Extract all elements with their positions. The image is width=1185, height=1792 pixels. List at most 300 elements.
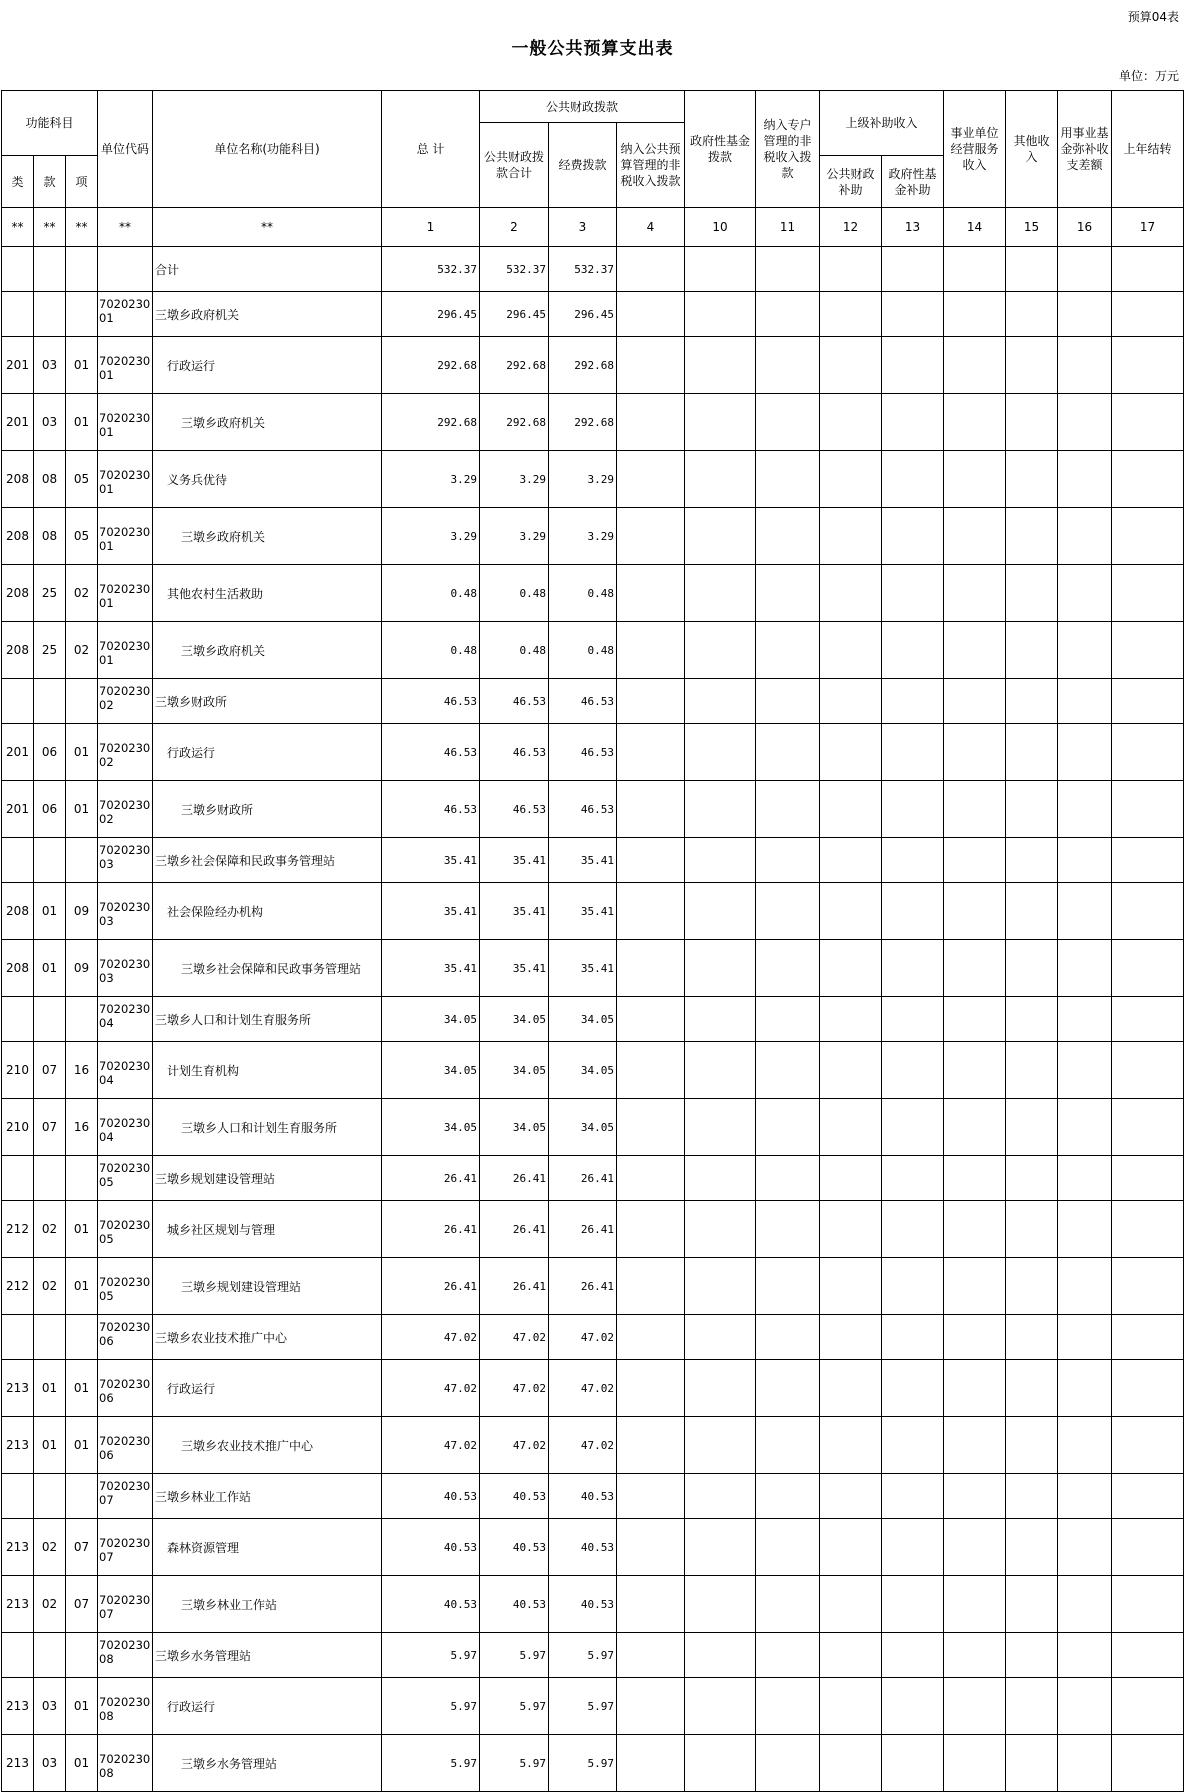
unit-code-cell xyxy=(98,1156,153,1201)
unit-name-cell: 行政运行 xyxy=(153,1678,382,1735)
carryover-cell xyxy=(1112,247,1184,292)
public-subsidy-cell xyxy=(820,781,882,838)
carryover-cell xyxy=(1112,1519,1184,1576)
xiang-cell: 02 xyxy=(66,622,98,679)
fund-gap-cell xyxy=(1058,838,1112,883)
kuan-cell xyxy=(34,838,66,883)
operating-income-cell xyxy=(944,1360,1006,1417)
total-cell: 46.53 xyxy=(382,724,480,781)
xiang-cell: 01 xyxy=(66,394,98,451)
operating-income-cell xyxy=(944,838,1006,883)
unit-code-text: 702023003 xyxy=(99,900,151,928)
operating-income-cell xyxy=(944,1417,1006,1474)
carryover-cell xyxy=(1112,1735,1184,1792)
unit-code-text: 702023005 xyxy=(99,1218,151,1246)
total-cell: 3.29 xyxy=(382,451,480,508)
table-row xyxy=(2,1417,1184,1474)
other-income-cell xyxy=(1006,1201,1058,1258)
nontax-budget-cell xyxy=(617,565,685,622)
public-subsidy-cell xyxy=(820,1042,882,1099)
xiang-cell xyxy=(66,247,98,292)
fund-gap-header: 用事业基金弥补收支差额 xyxy=(1058,91,1112,208)
kuan-cell: 01 xyxy=(34,883,66,940)
xiang-cell: 07 xyxy=(66,1519,98,1576)
lei-cell: 201 xyxy=(2,781,34,838)
xiang-cell xyxy=(66,1633,98,1678)
kuan-cell xyxy=(34,679,66,724)
table-row xyxy=(2,997,1184,1042)
other-income-cell xyxy=(1006,997,1058,1042)
total-header: 总 计 xyxy=(382,91,480,208)
column-index-cell: 17 xyxy=(1112,208,1184,247)
lei-cell: 201 xyxy=(2,337,34,394)
gov-fund-subsidy-cell xyxy=(882,1258,944,1315)
public-fiscal-total-header: 公共财政拨款合计 xyxy=(480,123,549,208)
special-nontax-cell xyxy=(756,337,820,394)
other-income-cell xyxy=(1006,451,1058,508)
special-nontax-cell xyxy=(756,1417,820,1474)
fund-gap-cell xyxy=(1058,1201,1112,1258)
kuan-cell: 08 xyxy=(34,508,66,565)
total-cell: 26.41 xyxy=(382,1156,480,1201)
kuan-cell xyxy=(34,1156,66,1201)
unit-name-cell: 三墩乡农业技术推广中心 xyxy=(153,1417,382,1474)
gov-fund-subsidy-cell xyxy=(882,337,944,394)
other-income-cell xyxy=(1006,1633,1058,1678)
kuan-cell: 02 xyxy=(34,1201,66,1258)
public-subsidy-cell xyxy=(820,1576,882,1633)
lei-cell xyxy=(2,679,34,724)
kuan-cell: 01 xyxy=(34,1417,66,1474)
lei-cell xyxy=(2,1474,34,1519)
nontax-budget-cell xyxy=(617,337,685,394)
other-income-cell xyxy=(1006,1474,1058,1519)
gov-fund-subsidy-cell xyxy=(882,451,944,508)
total-cell: 532.37 xyxy=(382,247,480,292)
funding-cell: 5.97 xyxy=(549,1735,617,1792)
form-code: 预算04表 xyxy=(1127,10,1179,24)
unit-code-cell xyxy=(98,1258,153,1315)
unit-name-cell: 三墩乡规划建设管理站 xyxy=(153,1258,382,1315)
lei-cell: 212 xyxy=(2,1258,34,1315)
other-income-cell xyxy=(1006,1678,1058,1735)
operating-income-cell xyxy=(944,1735,1006,1792)
unit-name-cell: 三墩乡政府机关 xyxy=(153,394,382,451)
fiscal-total-cell: 40.53 xyxy=(480,1576,549,1633)
lei-cell: 210 xyxy=(2,1099,34,1156)
unit-name-cell: 行政运行 xyxy=(153,724,382,781)
carryover-cell xyxy=(1112,781,1184,838)
public-subsidy-cell xyxy=(820,1474,882,1519)
other-income-cell xyxy=(1006,1099,1058,1156)
lei-cell xyxy=(2,247,34,292)
fiscal-total-cell: 292.68 xyxy=(480,337,549,394)
special-nontax-cell xyxy=(756,394,820,451)
lei-cell xyxy=(2,1633,34,1678)
other-income-header: 其他收入 xyxy=(1006,91,1058,208)
gov-fund-subsidy-cell xyxy=(882,508,944,565)
operating-income-cell xyxy=(944,679,1006,724)
funding-cell: 34.05 xyxy=(549,1042,617,1099)
carryover-cell xyxy=(1112,337,1184,394)
lei-cell xyxy=(2,1156,34,1201)
xiang-cell xyxy=(66,679,98,724)
carryover-cell xyxy=(1112,883,1184,940)
operating-income-cell xyxy=(944,940,1006,997)
funding-cell: 0.48 xyxy=(549,565,617,622)
fund-gap-cell xyxy=(1058,1417,1112,1474)
fiscal-total-cell: 26.41 xyxy=(480,1258,549,1315)
fund-gap-cell xyxy=(1058,394,1112,451)
other-income-cell xyxy=(1006,1258,1058,1315)
other-income-cell xyxy=(1006,1576,1058,1633)
unit-code-text: 702023006 xyxy=(99,1320,151,1348)
gov-fund-subsidy-cell xyxy=(882,997,944,1042)
unit-name-cell: 森林资源管理 xyxy=(153,1519,382,1576)
carryover-cell xyxy=(1112,1042,1184,1099)
unit-name-cell: 三墩乡人口和计划生育服务所 xyxy=(153,997,382,1042)
xiang-cell: 01 xyxy=(66,1201,98,1258)
nontax-budget-cell xyxy=(617,1417,685,1474)
funding-cell: 40.53 xyxy=(549,1474,617,1519)
gov-fund-cell xyxy=(685,1735,756,1792)
total-cell: 292.68 xyxy=(382,394,480,451)
fiscal-total-cell: 46.53 xyxy=(480,781,549,838)
nontax-budget-cell xyxy=(617,1519,685,1576)
funding-cell: 26.41 xyxy=(549,1156,617,1201)
xiang-cell: 07 xyxy=(66,1576,98,1633)
unit-name-cell: 行政运行 xyxy=(153,1360,382,1417)
gov-fund-subsidy-cell xyxy=(882,724,944,781)
table-row xyxy=(2,1258,1184,1315)
public-subsidy-cell xyxy=(820,1633,882,1678)
xiang-cell: 01 xyxy=(66,1417,98,1474)
funding-cell: 26.41 xyxy=(549,1258,617,1315)
funding-cell: 26.41 xyxy=(549,1201,617,1258)
public-subsidy-cell xyxy=(820,337,882,394)
total-cell: 5.97 xyxy=(382,1678,480,1735)
unit-name-cell: 三墩乡人口和计划生育服务所 xyxy=(153,1099,382,1156)
xiang-cell: 16 xyxy=(66,1042,98,1099)
lei-cell xyxy=(2,997,34,1042)
xiang-cell: 01 xyxy=(66,337,98,394)
gov-fund-cell xyxy=(685,1678,756,1735)
special-nontax-cell xyxy=(756,508,820,565)
lei-cell: 208 xyxy=(2,622,34,679)
public-subsidy-cell xyxy=(820,838,882,883)
operating-income-cell xyxy=(944,292,1006,337)
operating-income-cell xyxy=(944,781,1006,838)
public-subsidy-cell xyxy=(820,1156,882,1201)
operating-income-cell xyxy=(944,565,1006,622)
operating-income-cell xyxy=(944,337,1006,394)
fund-gap-cell xyxy=(1058,679,1112,724)
lei-cell: 208 xyxy=(2,883,34,940)
total-cell: 296.45 xyxy=(382,292,480,337)
fund-gap-cell xyxy=(1058,292,1112,337)
total-cell: 3.29 xyxy=(382,508,480,565)
fiscal-total-cell: 46.53 xyxy=(480,724,549,781)
operating-income-cell xyxy=(944,247,1006,292)
gov-fund-cell xyxy=(685,337,756,394)
fund-gap-cell xyxy=(1058,565,1112,622)
unit-name-cell: 城乡社区规划与管理 xyxy=(153,1201,382,1258)
kuan-cell xyxy=(34,1315,66,1360)
nontax-budget-cell xyxy=(617,1474,685,1519)
fund-gap-cell xyxy=(1058,1633,1112,1678)
total-cell: 47.02 xyxy=(382,1315,480,1360)
carryover-cell xyxy=(1112,292,1184,337)
unit-name-cell: 三墩乡社会保障和民政事务管理站 xyxy=(153,940,382,997)
fiscal-total-cell: 40.53 xyxy=(480,1519,549,1576)
gov-fund-cell xyxy=(685,1042,756,1099)
unit-code-cell xyxy=(98,1360,153,1417)
unit-code-text: 702023008 xyxy=(99,1695,151,1723)
gov-fund-cell xyxy=(685,508,756,565)
other-income-cell xyxy=(1006,337,1058,394)
operating-income-cell xyxy=(944,883,1006,940)
xiang-cell: 02 xyxy=(66,565,98,622)
gov-fund-subsidy-cell xyxy=(882,1042,944,1099)
fund-gap-cell xyxy=(1058,1156,1112,1201)
total-cell: 35.41 xyxy=(382,883,480,940)
xiang-cell: 09 xyxy=(66,940,98,997)
total-cell: 5.97 xyxy=(382,1735,480,1792)
operating-income-cell xyxy=(944,724,1006,781)
table-row xyxy=(2,1201,1184,1258)
carryover-cell xyxy=(1112,1417,1184,1474)
unit-code-text: 702023002 xyxy=(99,741,151,769)
unit-code-cell xyxy=(98,1576,153,1633)
fund-gap-cell xyxy=(1058,1042,1112,1099)
lei-cell: 208 xyxy=(2,451,34,508)
nontax-budget-cell xyxy=(617,508,685,565)
xiang-cell xyxy=(66,1315,98,1360)
total-cell: 35.41 xyxy=(382,838,480,883)
total-cell: 46.53 xyxy=(382,781,480,838)
gov-fund-cell xyxy=(685,1633,756,1678)
table-row xyxy=(2,565,1184,622)
operating-income-header: 事业单位经营服务收入 xyxy=(944,91,1006,208)
xiang-header: 项 xyxy=(66,156,98,208)
fund-gap-cell xyxy=(1058,940,1112,997)
fund-gap-cell xyxy=(1058,1474,1112,1519)
other-income-cell xyxy=(1006,838,1058,883)
unit-code-text: 702023006 xyxy=(99,1434,151,1462)
special-nontax-cell xyxy=(756,565,820,622)
total-cell: 0.48 xyxy=(382,565,480,622)
column-index-cell: 12 xyxy=(820,208,882,247)
special-nontax-cell xyxy=(756,1360,820,1417)
func-subject-header: 功能科目 xyxy=(2,91,98,156)
other-income-cell xyxy=(1006,247,1058,292)
funding-cell: 35.41 xyxy=(549,883,617,940)
gov-fund-subsidy-cell xyxy=(882,565,944,622)
gov-fund-subsidy-header: 政府性基金补助 xyxy=(882,156,944,208)
table-row xyxy=(2,1156,1184,1201)
gov-fund-subsidy-cell xyxy=(882,1678,944,1735)
other-income-cell xyxy=(1006,394,1058,451)
gov-fund-subsidy-cell xyxy=(882,247,944,292)
table-row xyxy=(2,394,1184,451)
fund-gap-cell xyxy=(1058,622,1112,679)
special-nontax-cell xyxy=(756,781,820,838)
unit-code-cell xyxy=(98,1042,153,1099)
column-index-cell: 15 xyxy=(1006,208,1058,247)
carryover-cell xyxy=(1112,1678,1184,1735)
special-nontax-cell xyxy=(756,1474,820,1519)
special-nontax-cell xyxy=(756,1201,820,1258)
public-subsidy-cell xyxy=(820,508,882,565)
nontax-budget-cell xyxy=(617,394,685,451)
kuan-cell xyxy=(34,1474,66,1519)
kuan-cell: 01 xyxy=(34,1360,66,1417)
funding-cell: 46.53 xyxy=(549,724,617,781)
public-subsidy-cell xyxy=(820,1258,882,1315)
column-index-cell: 1 xyxy=(382,208,480,247)
unit-code-text: 702023007 xyxy=(99,1479,151,1507)
kuan-cell: 03 xyxy=(34,1678,66,1735)
fiscal-total-cell: 292.68 xyxy=(480,394,549,451)
xiang-cell: 01 xyxy=(66,724,98,781)
nontax-budget-cell xyxy=(617,940,685,997)
kuan-cell: 02 xyxy=(34,1576,66,1633)
nontax-budget-cell xyxy=(617,883,685,940)
unit-name-cell: 三墩乡财政所 xyxy=(153,781,382,838)
kuan-header: 款 xyxy=(34,156,66,208)
fund-gap-cell xyxy=(1058,1315,1112,1360)
unit-code-text: 702023004 xyxy=(99,1002,151,1030)
funding-cell: 35.41 xyxy=(549,940,617,997)
kuan-cell: 08 xyxy=(34,451,66,508)
unit-code-text: 702023008 xyxy=(99,1752,151,1780)
public-subsidy-cell xyxy=(820,622,882,679)
unit-name-cell: 三墩乡政府机关 xyxy=(153,622,382,679)
other-income-cell xyxy=(1006,940,1058,997)
total-cell: 40.53 xyxy=(382,1519,480,1576)
unit-code-cell xyxy=(98,1519,153,1576)
special-nontax-cell xyxy=(756,883,820,940)
fund-gap-cell xyxy=(1058,724,1112,781)
unit-code-header: 单位代码 xyxy=(98,91,153,208)
fiscal-total-cell: 35.41 xyxy=(480,838,549,883)
unit-code-cell xyxy=(98,940,153,997)
table-row xyxy=(2,781,1184,838)
total-cell: 34.05 xyxy=(382,1042,480,1099)
xiang-cell: 01 xyxy=(66,1678,98,1735)
fiscal-total-cell: 26.41 xyxy=(480,1201,549,1258)
table-row xyxy=(2,1678,1184,1735)
table-row xyxy=(2,1576,1184,1633)
unit-code-cell xyxy=(98,1099,153,1156)
lei-cell: 213 xyxy=(2,1735,34,1792)
unit-code-text: 702023007 xyxy=(99,1593,151,1621)
other-income-cell xyxy=(1006,1315,1058,1360)
unit-code-cell xyxy=(98,565,153,622)
column-index-cell: ** xyxy=(153,208,382,247)
fiscal-total-cell: 47.02 xyxy=(480,1360,549,1417)
kuan-cell xyxy=(34,292,66,337)
unit-code-text: 702023005 xyxy=(99,1275,151,1303)
operating-income-cell xyxy=(944,451,1006,508)
page-title: 一般公共预算支出表 xyxy=(511,39,674,59)
carryover-cell xyxy=(1112,622,1184,679)
funding-cell: 3.29 xyxy=(549,451,617,508)
nontax-budget-cell xyxy=(617,1633,685,1678)
gov-fund-header: 政府性基金拨款 xyxy=(685,91,756,208)
superior-subsidy-header: 上级补助收入 xyxy=(820,91,944,156)
kuan-cell: 06 xyxy=(34,781,66,838)
unit-code-text: 702023001 xyxy=(99,525,151,553)
public-subsidy-cell xyxy=(820,292,882,337)
column-index-cell: 11 xyxy=(756,208,820,247)
unit-code-text: 702023001 xyxy=(99,297,151,325)
table-row xyxy=(2,1360,1184,1417)
fund-gap-cell xyxy=(1058,247,1112,292)
funding-cell: 5.97 xyxy=(549,1633,617,1678)
operating-income-cell xyxy=(944,622,1006,679)
operating-income-cell xyxy=(944,1156,1006,1201)
unit-code-text: 702023003 xyxy=(99,843,151,871)
public-subsidy-cell xyxy=(820,394,882,451)
special-nontax-cell xyxy=(756,997,820,1042)
carryover-cell xyxy=(1112,1360,1184,1417)
gov-fund-subsidy-cell xyxy=(882,1099,944,1156)
special-nontax-cell xyxy=(756,1678,820,1735)
xiang-cell: 09 xyxy=(66,883,98,940)
table-row xyxy=(2,1315,1184,1360)
fund-gap-cell xyxy=(1058,508,1112,565)
unit-name-cell: 三墩乡规划建设管理站 xyxy=(153,1156,382,1201)
fiscal-total-cell: 296.45 xyxy=(480,292,549,337)
operating-income-cell xyxy=(944,1099,1006,1156)
gov-fund-cell xyxy=(685,394,756,451)
table-row xyxy=(2,337,1184,394)
total-cell: 34.05 xyxy=(382,1099,480,1156)
kuan-cell: 06 xyxy=(34,724,66,781)
funding-cell: 0.48 xyxy=(549,622,617,679)
unit-code-text: 702023005 xyxy=(99,1161,151,1189)
other-income-cell xyxy=(1006,622,1058,679)
table-row xyxy=(2,1519,1184,1576)
public-subsidy-cell xyxy=(820,1519,882,1576)
lei-cell: 208 xyxy=(2,940,34,997)
operating-income-cell xyxy=(944,1519,1006,1576)
column-index-cell: 13 xyxy=(882,208,944,247)
fund-gap-cell xyxy=(1058,451,1112,508)
lei-cell: 213 xyxy=(2,1576,34,1633)
gov-fund-subsidy-cell xyxy=(882,679,944,724)
other-income-cell xyxy=(1006,1156,1058,1201)
fiscal-total-cell: 47.02 xyxy=(480,1315,549,1360)
xiang-cell: 01 xyxy=(66,1258,98,1315)
public-subsidy-cell xyxy=(820,1678,882,1735)
nontax-budget-cell xyxy=(617,292,685,337)
gov-fund-cell xyxy=(685,724,756,781)
unit-code-text: 702023006 xyxy=(99,1377,151,1405)
fiscal-total-cell: 5.97 xyxy=(480,1633,549,1678)
total-cell: 292.68 xyxy=(382,337,480,394)
xiang-cell: 16 xyxy=(66,1099,98,1156)
xiang-cell: 05 xyxy=(66,451,98,508)
unit-code-cell xyxy=(98,1633,153,1678)
carryover-cell xyxy=(1112,1576,1184,1633)
xiang-cell xyxy=(66,1156,98,1201)
lei-cell: 213 xyxy=(2,1360,34,1417)
special-nontax-cell xyxy=(756,1576,820,1633)
funding-cell: 532.37 xyxy=(549,247,617,292)
unit-label: 单位：万元 xyxy=(1118,69,1179,83)
